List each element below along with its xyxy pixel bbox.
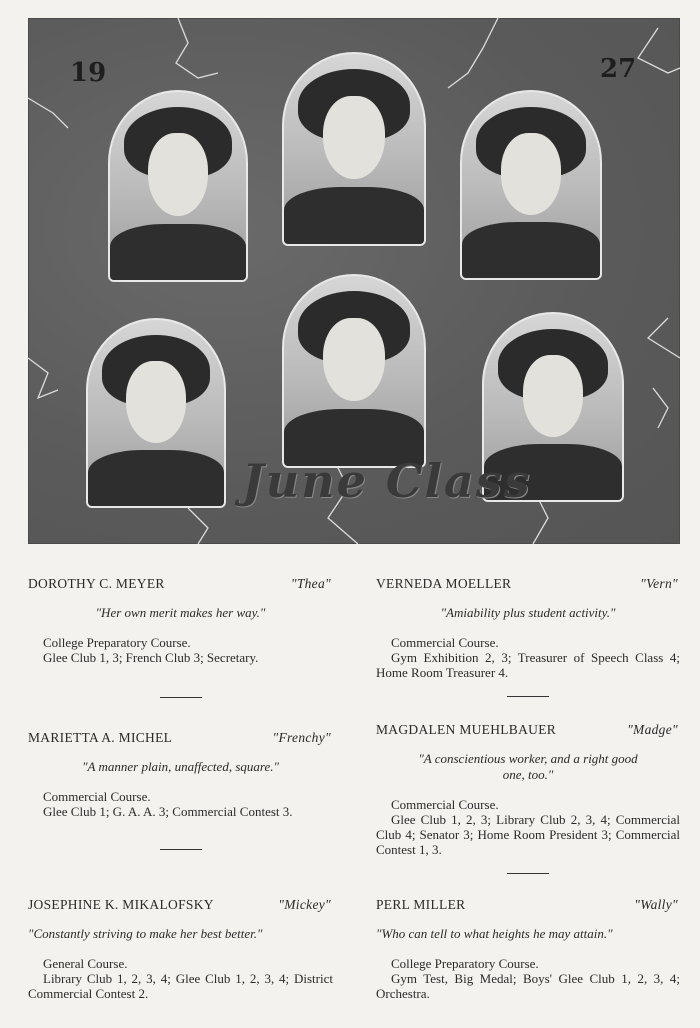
student-activities: Glee Club 1, 3; French Club 3; Secretary. <box>43 650 259 665</box>
student-name: MAGDALEN MUEHLBAUER <box>376 722 557 737</box>
student-nickname: "Vern" <box>640 576 678 591</box>
portrait-perl-miller <box>282 274 426 468</box>
entry-josephine-mikalofsky <box>28 897 333 1001</box>
divider-rule <box>160 849 202 850</box>
year-left: 19 <box>70 58 107 88</box>
student-course: College Preparatory Course. <box>391 956 539 971</box>
divider-rule <box>507 873 549 874</box>
student-motto: "Constantly striving to make her best better." <box>28 926 263 941</box>
student-course: Commercial Course. <box>43 789 151 804</box>
student-motto: "Her own merit makes her way." <box>95 605 266 620</box>
student-nickname: "Thea" <box>290 576 331 591</box>
entry-verneda-moeller <box>376 576 680 697</box>
entry-dorothy-meyer <box>28 576 333 698</box>
portrait-verneda-moeller <box>282 52 426 246</box>
student-activities: Library Club 1, 2, 3, 4; Glee Club 1, 2, 3, 4; District Commercial Contest 2. <box>28 971 333 1001</box>
student-course: College Preparatory Course. <box>43 635 191 650</box>
student-activities: Glee Club 1, 2, 3; Library Club 2, 3, 4; Commercial Club 4; Senator 3; Home Room President 3; Commercial Contest 1, 3. <box>376 812 680 857</box>
portrait-dorothy-meyer <box>108 90 248 282</box>
student-motto: "Who can tell to what heights he may attain." <box>376 926 613 941</box>
student-nickname: "Madge" <box>627 722 678 737</box>
student-motto: "A manner plain, unaffected, square." <box>82 759 279 774</box>
entry-marietta-michel <box>28 730 333 850</box>
entry-magdalen-muehlbauer <box>376 722 680 874</box>
student-name: JOSEPHINE K. MIKALOFSKY <box>28 897 214 912</box>
class-photo-panel <box>28 18 680 544</box>
june-class-title: June Class <box>242 454 532 508</box>
student-nickname: "Mickey" <box>278 897 331 912</box>
entry-perl-miller <box>376 897 680 1001</box>
student-activities: Glee Club 1; G. A. A. 3; Commercial Contest 3. <box>43 804 293 819</box>
student-name: MARIETTA A. MICHEL <box>28 730 173 745</box>
student-name: VERNEDA MOELLER <box>376 576 512 591</box>
divider-rule <box>507 696 549 697</box>
divider-rule <box>160 697 202 698</box>
student-nickname: "Frenchy" <box>272 730 331 745</box>
student-course: Commercial Course. <box>391 635 499 650</box>
student-activities: Gym Test, Big Medal; Boys' Glee Club 1, 2, 3, 4; Orchestra. <box>376 971 680 1001</box>
student-name: PERL MILLER <box>376 897 466 912</box>
portrait-magdalen-muehlbauer <box>460 90 602 280</box>
student-nickname: "Wally" <box>634 897 678 912</box>
portrait-marietta-michel <box>86 318 226 508</box>
year-right: 27 <box>600 54 637 84</box>
student-activities: Gym Exhibition 2, 3; Treasurer of Speech Class 4; Home Room Treasurer 4. <box>376 650 680 680</box>
student-course: General Course. <box>43 956 128 971</box>
student-name: DOROTHY C. MEYER <box>28 576 165 591</box>
student-motto: "Amiability plus student activity." <box>440 605 616 620</box>
student-motto: "A conscientious worker, and a right good one, too." <box>418 751 638 782</box>
student-course: Commercial Course. <box>391 797 499 812</box>
